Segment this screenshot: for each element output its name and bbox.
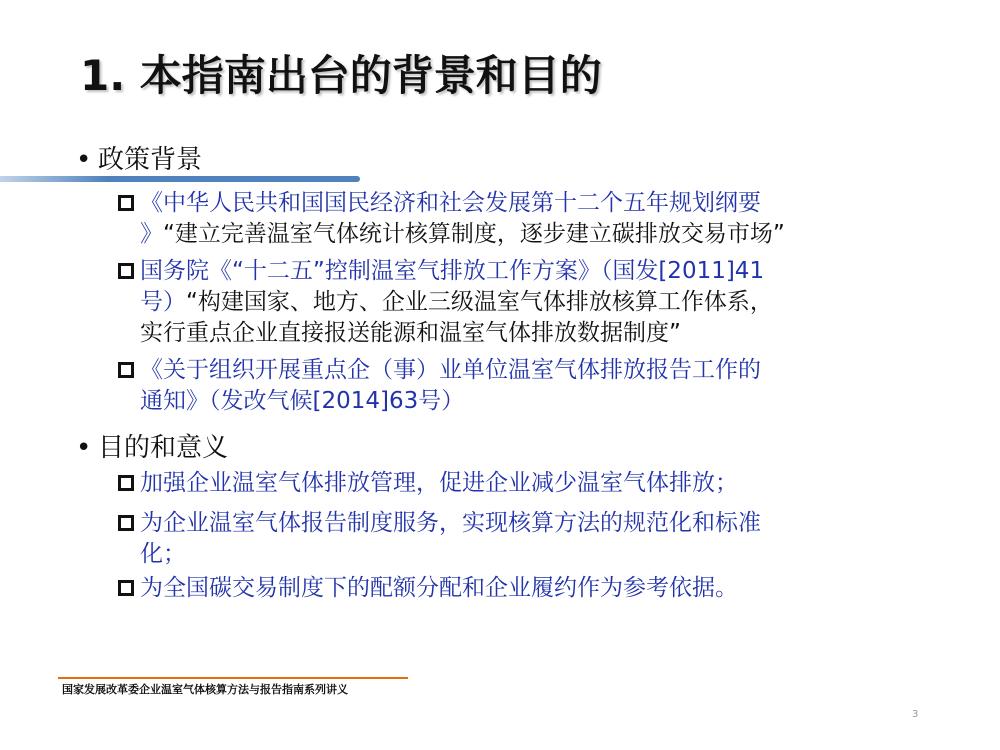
section-heading: [76, 428, 228, 468]
bullet-dot: •: [76, 433, 92, 463]
footer-text: 国家发展改革委企业温室气体核算方法与报告指南系列讲义: [62, 683, 348, 696]
sub-bullet-item: [118, 573, 958, 604]
item-text-line: [118, 386, 958, 417]
square-bullet-icon: [118, 195, 134, 211]
square-bullet-icon: [118, 580, 134, 596]
square-bullet-icon: [118, 475, 134, 491]
bullet-dot: •: [76, 145, 92, 175]
square-bullet-icon: [118, 362, 134, 378]
item-text-line: [118, 318, 958, 349]
item-text-line: [118, 256, 958, 287]
sub-bullet-item: [118, 256, 958, 349]
section-heading: [76, 140, 202, 180]
text-segment: 》: [140, 221, 163, 247]
sub-bullet-item: [118, 188, 958, 250]
square-bullet-icon: [118, 515, 134, 531]
page-number: 3: [912, 709, 919, 720]
sub-bullet-item: [118, 355, 958, 417]
text-segment: 化；: [140, 541, 186, 567]
item-text-line: [118, 573, 958, 604]
sub-bullet-item: [118, 508, 958, 570]
text-segment: “构建国家、地方、企业三级温室气体排放核算工作体系，: [186, 289, 773, 315]
square-bullet-icon: [118, 263, 134, 279]
item-text-line: [118, 508, 958, 539]
item-text-line: [118, 355, 958, 386]
slide-title: 1. 本指南出台的背景和目的: [80, 51, 602, 100]
item-text-line: [118, 188, 958, 219]
text-segment: 实行重点企业直接报送能源和温室气体排放数据制度”: [140, 320, 681, 346]
item-text-line: [118, 539, 958, 570]
text-segment: 加强企业温室气体排放管理，促进企业减少温室气体排放；: [140, 470, 738, 496]
item-text-line: [118, 219, 958, 250]
section-heading-text: 政策背景: [98, 145, 203, 175]
text-segment: 《关于组织开展重点企（事）业单位温室气体排放报告工作的: [140, 357, 761, 383]
footer-rule: [58, 677, 408, 679]
text-segment: 号）: [140, 289, 186, 315]
sub-bullet-item: [118, 468, 958, 499]
text-segment: 《中华人民共和国国民经济和社会发展第十二个五年规划纲要: [140, 190, 761, 216]
text-segment: 国务院《“十二五”控制温室气排放工作方案》（国发[2011]41: [140, 258, 765, 284]
text-segment: 通知》（发改气候[2014]63号）: [140, 388, 465, 414]
item-text-line: [118, 468, 958, 499]
text-segment: “建立完善温室气体统计核算制度，逐步建立碳排放交易市场”: [163, 221, 785, 247]
section-heading-text: 目的和意义: [98, 433, 229, 463]
item-text-line: [118, 287, 958, 318]
text-segment: 为全国碳交易制度下的配额分配和企业履约作为参考依据。: [140, 575, 738, 601]
text-segment: 为企业温室气体报告制度服务，实现核算方法的规范化和标准: [140, 510, 761, 536]
